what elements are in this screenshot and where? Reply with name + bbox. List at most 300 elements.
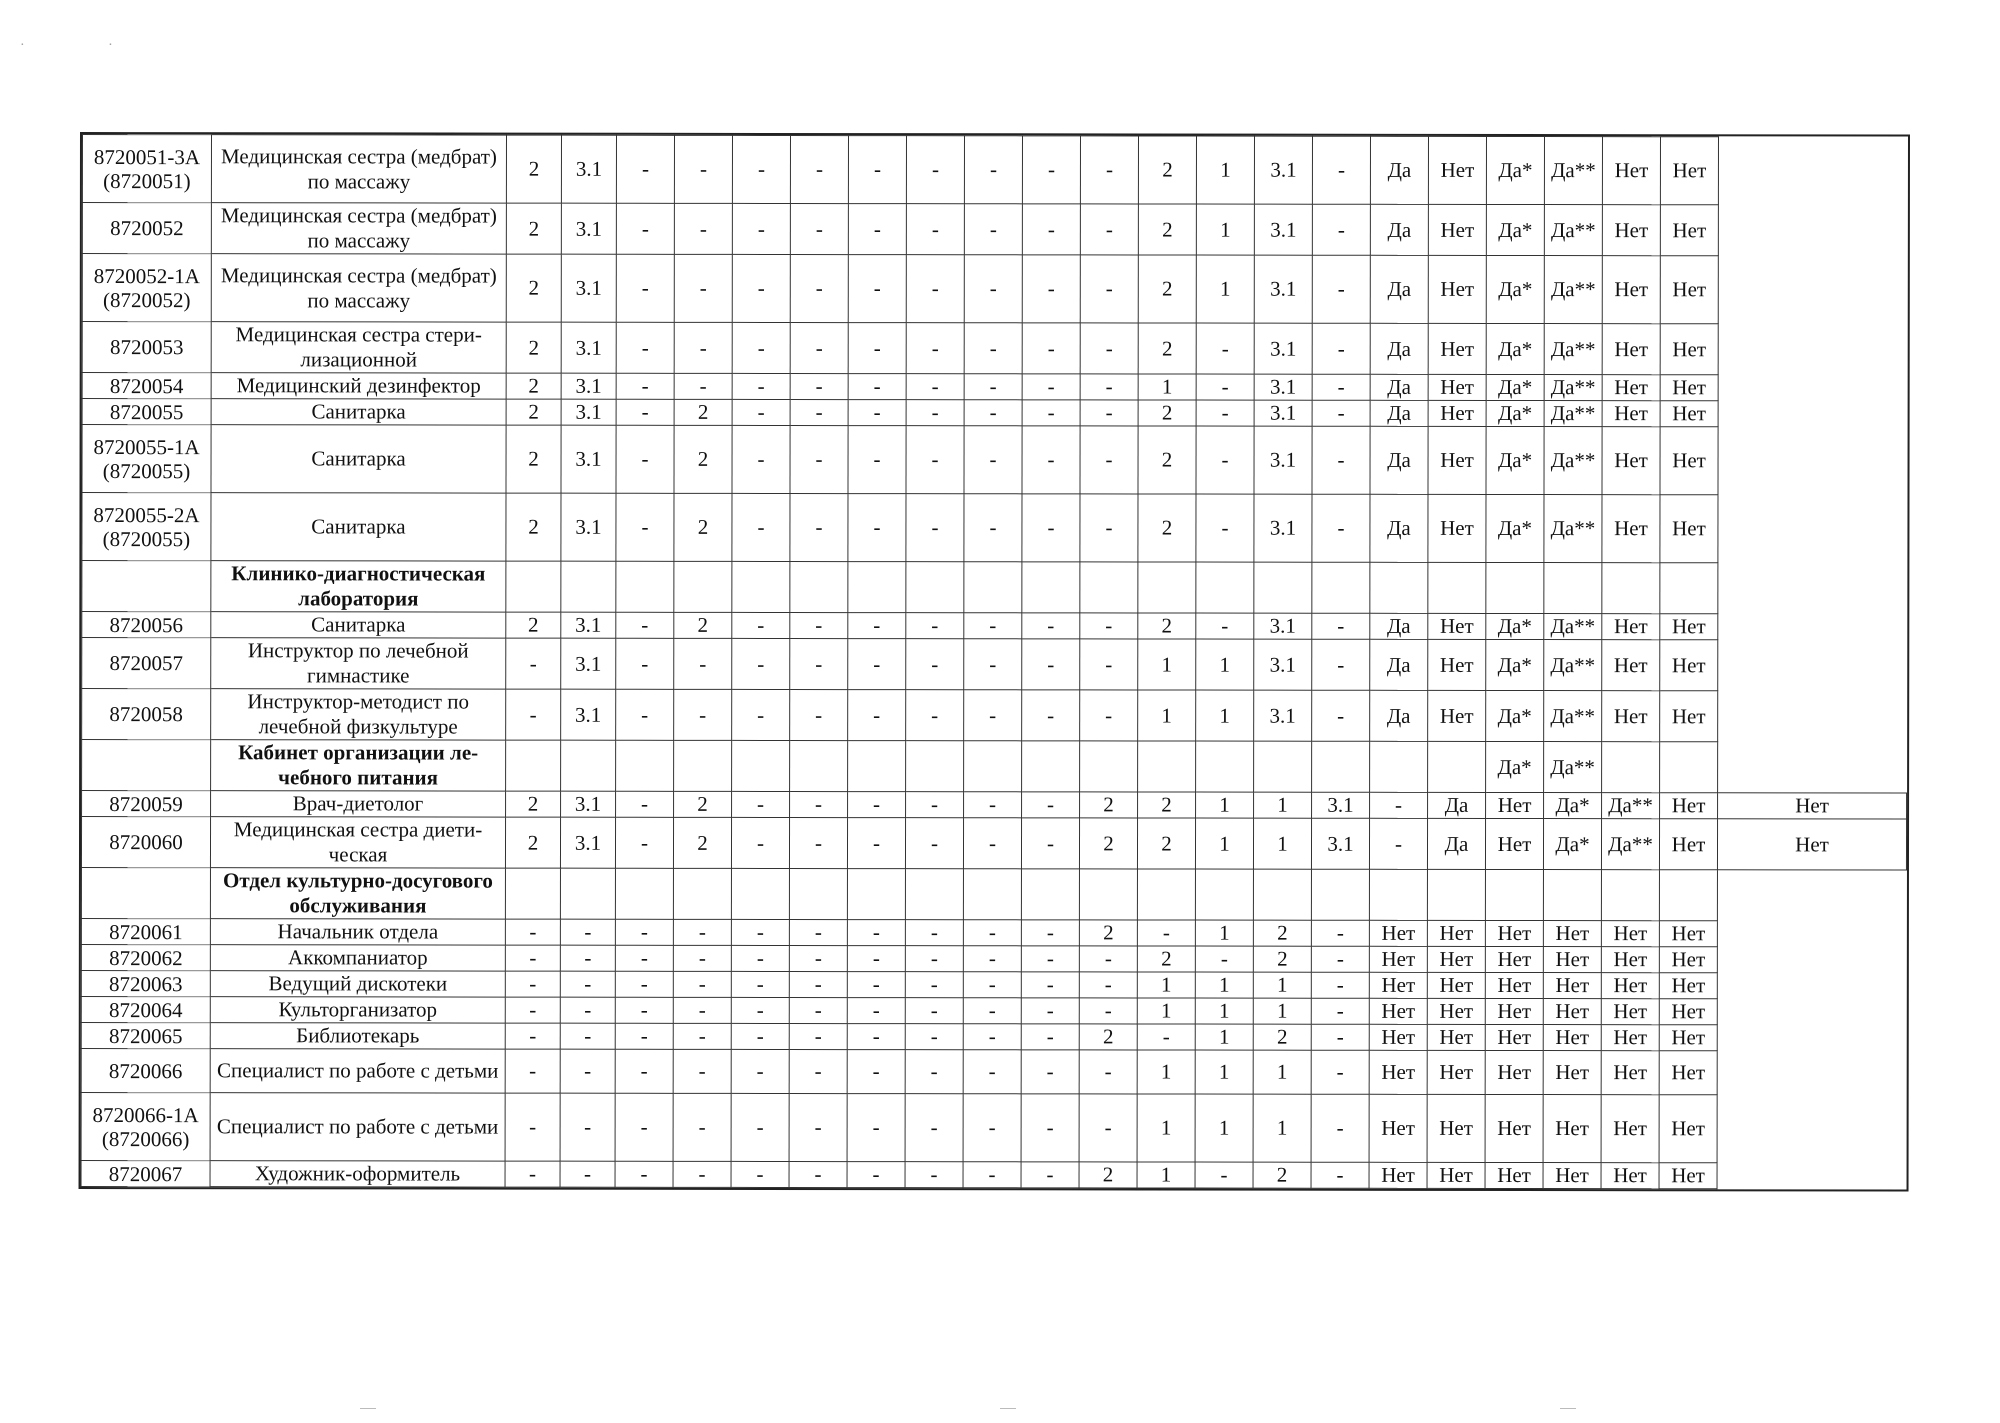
value-cell: - (1021, 946, 1079, 972)
value-cell: Да** (1544, 640, 1602, 691)
value-cell: - (906, 494, 964, 562)
value-cell: - (732, 689, 790, 740)
position-name-cell: Медицинский дезинфектор (211, 373, 506, 399)
value-cell: - (505, 1161, 560, 1187)
value-cell: - (1080, 426, 1138, 494)
value-cell: 3.1 (1254, 494, 1312, 562)
value-cell: - (674, 638, 732, 689)
value-cell: 3.1 (1254, 374, 1312, 400)
value-cell: Нет (1660, 691, 1718, 742)
value-cell: Да (1370, 255, 1428, 323)
value-cell: - (1080, 136, 1138, 204)
value-cell: - (1079, 946, 1137, 972)
value-cell: - (615, 1049, 673, 1093)
value-cell: 3.1 (1311, 818, 1369, 869)
value-cell: 3.1 (561, 373, 616, 399)
value-cell: - (905, 1024, 963, 1050)
value-cell: - (1080, 690, 1138, 741)
value-cell: - (905, 1162, 963, 1188)
value-cell: Нет (1427, 1094, 1485, 1162)
value-cell: 2 (1137, 946, 1195, 972)
value-cell: - (1196, 400, 1254, 426)
value-cell: 1 (1253, 972, 1311, 998)
value-cell: - (673, 1023, 731, 1049)
value-cell: Да (1370, 400, 1428, 426)
value-cell: Нет (1427, 1024, 1485, 1050)
value-cell: - (847, 1094, 905, 1162)
value-cell: Да (1370, 494, 1428, 562)
position-code-cell: 8720061 (81, 919, 210, 945)
value-cell: 2 (1079, 1162, 1137, 1188)
value-cell: - (505, 997, 560, 1023)
value-cell (1659, 870, 1717, 921)
value-cell: 3.1 (561, 425, 616, 493)
value-cell: - (673, 945, 731, 971)
value-cell: - (790, 791, 848, 817)
value-cell: - (1022, 639, 1080, 690)
value-cell: 1 (1195, 972, 1253, 998)
position-name-cell: Врач-диетолог (211, 791, 506, 817)
value-cell: - (1311, 920, 1369, 946)
value-cell (1311, 869, 1369, 920)
value-cell: - (674, 135, 732, 203)
value-cell: - (789, 1049, 847, 1093)
position-name-cell: Инструктор-методист по лечебной физкультуре (211, 689, 506, 740)
value-cell (732, 561, 790, 612)
value-cell: - (906, 255, 964, 323)
value-cell: 1 (1253, 998, 1311, 1024)
value-cell: - (1079, 998, 1137, 1024)
value-cell: - (731, 1023, 789, 1049)
value-cell: - (848, 374, 906, 400)
value-cell: Нет (1543, 921, 1601, 947)
value-cell: - (1311, 1162, 1369, 1188)
value-cell: 1 (1195, 818, 1253, 869)
value-cell: - (905, 818, 963, 869)
value-cell: - (906, 323, 964, 374)
value-cell: 2 (506, 135, 561, 203)
value-cell: 2 (1138, 400, 1196, 426)
value-cell: - (1312, 323, 1370, 374)
value-cell: - (1022, 204, 1080, 255)
value-cell: - (790, 203, 848, 254)
value-cell: 1 (1196, 792, 1254, 818)
value-cell: - (906, 374, 964, 400)
value-cell: - (906, 136, 964, 204)
value-cell: Да** (1544, 256, 1602, 324)
value-cell: Нет (1659, 947, 1717, 973)
value-cell: - (790, 612, 848, 638)
value-cell: - (1080, 494, 1138, 562)
value-cell: - (790, 689, 848, 740)
position-name-cell: Санитарка (211, 612, 506, 638)
value-cell: - (1311, 972, 1369, 998)
value-cell: 3.1 (1254, 323, 1312, 374)
value-cell: Да* (1486, 613, 1544, 639)
value-cell (1254, 562, 1312, 613)
value-cell: Нет (1601, 1095, 1659, 1163)
value-cell (1370, 741, 1428, 792)
value-cell: 3.1 (561, 791, 616, 817)
value-cell: - (1312, 613, 1370, 639)
value-cell: 3.1 (561, 203, 616, 254)
value-cell: - (847, 972, 905, 998)
position-code-cell: 8720066 (81, 1049, 210, 1093)
value-cell (1195, 869, 1253, 920)
value-cell: - (1312, 136, 1370, 204)
value-cell: 2 (1253, 946, 1311, 972)
value-cell: - (848, 400, 906, 426)
value-cell: Нет (1543, 973, 1601, 999)
value-cell: 3.1 (1254, 136, 1312, 204)
value-cell (906, 741, 964, 792)
value-cell: - (673, 971, 731, 997)
table-row (82, 135, 1907, 206)
value-cell: - (1021, 920, 1079, 946)
position-code-cell (82, 561, 211, 612)
value-cell (1601, 870, 1659, 921)
value-cell: 1 (1253, 1094, 1311, 1162)
value-cell: Нет (1660, 793, 1718, 819)
value-cell: - (1022, 426, 1080, 494)
value-cell: Нет (1659, 1095, 1717, 1163)
value-cell (1370, 562, 1428, 613)
position-name-cell: Медицинская сестра стери-лизационной (211, 322, 506, 373)
position-name-cell: Специалист по работе с детьми (210, 1049, 505, 1093)
value-cell: - (615, 971, 673, 997)
value-cell: - (673, 1049, 731, 1093)
value-cell: - (790, 322, 848, 373)
value-cell: Да (1428, 792, 1486, 818)
value-cell (506, 561, 561, 612)
value-cell (1602, 563, 1660, 614)
position-name-cell: Начальник отдела (210, 919, 505, 945)
value-cell: - (963, 1050, 1021, 1094)
value-cell: - (1311, 946, 1369, 972)
value-cell: - (964, 136, 1022, 204)
value-cell: Нет (1601, 947, 1659, 973)
table-row (82, 791, 1907, 820)
value-cell: - (1080, 374, 1138, 400)
value-cell: 3.1 (1254, 639, 1312, 690)
value-cell: Да** (1544, 375, 1602, 401)
value-cell: - (847, 1050, 905, 1094)
position-name-cell: Художник-оформитель (210, 1161, 505, 1187)
table-row (81, 945, 1906, 974)
value-cell: Да (1427, 818, 1485, 869)
value-cell: Да** (1602, 793, 1660, 819)
value-cell (505, 868, 560, 919)
value-cell: - (1080, 400, 1138, 426)
value-cell: - (848, 136, 906, 204)
value-cell: - (906, 690, 964, 741)
scan-bottom-edge (0, 1408, 2000, 1410)
value-cell: - (963, 998, 1021, 1024)
value-cell: - (847, 1162, 905, 1188)
value-cell: Нет (1659, 999, 1717, 1025)
value-cell: - (789, 1161, 847, 1187)
value-cell: - (905, 946, 963, 972)
value-cell: Нет (1369, 946, 1427, 972)
value-cell: - (1022, 400, 1080, 426)
value-cell: Да* (1486, 426, 1544, 494)
value-cell: Да** (1544, 742, 1602, 793)
value-cell: 1 (1195, 1094, 1253, 1162)
value-cell: Нет (1660, 401, 1718, 427)
value-cell: 2 (1138, 136, 1196, 204)
value-cell (616, 561, 674, 612)
value-cell: - (964, 400, 1022, 426)
value-cell: Нет (1602, 205, 1660, 256)
position-name-cell: Ведущий дискотеки (210, 971, 505, 997)
value-cell: - (1022, 136, 1080, 204)
value-cell: - (560, 1161, 615, 1187)
value-cell: Нет (1602, 375, 1660, 401)
value-cell: Нет (1717, 819, 1906, 870)
value-cell: Нет (1485, 998, 1543, 1024)
value-cell: Нет (1659, 973, 1717, 999)
value-cell (1312, 741, 1370, 792)
value-cell: - (1079, 972, 1137, 998)
value-cell: 1 (1196, 639, 1254, 690)
value-cell (1428, 741, 1486, 792)
value-cell: 1 (1195, 1050, 1253, 1094)
value-cell: Да* (1486, 204, 1544, 255)
value-cell: 2 (1138, 255, 1196, 323)
value-cell: Нет (1602, 401, 1660, 427)
value-cell: Нет (1369, 998, 1427, 1024)
value-cell: - (732, 425, 790, 493)
position-name-cell: Медицинская сестра (медбрат) по массажу (211, 254, 506, 322)
value-cell (1196, 741, 1254, 792)
value-cell: Нет (1428, 204, 1486, 255)
value-cell: - (674, 322, 732, 373)
value-cell: - (560, 1049, 615, 1093)
value-cell: - (1196, 494, 1254, 562)
value-cell: Нет (1428, 136, 1486, 204)
value-cell: - (1196, 426, 1254, 494)
value-cell: Нет (1602, 495, 1660, 563)
value-cell: 1 (1137, 972, 1195, 998)
value-cell: - (505, 945, 560, 971)
value-cell: Да* (1486, 400, 1544, 426)
table-row (81, 971, 1906, 1000)
section-title-cell: Клинико-диагностическая лаборатория (211, 561, 506, 612)
value-cell: - (963, 972, 1021, 998)
table-row (82, 689, 1907, 743)
value-cell: - (616, 791, 674, 817)
value-cell (732, 740, 790, 791)
value-cell (848, 562, 906, 613)
table-row (82, 638, 1907, 692)
value-cell: 3.1 (561, 254, 616, 322)
value-cell (847, 869, 905, 920)
value-cell (1138, 741, 1196, 792)
value-cell: - (790, 493, 848, 561)
table-row (82, 399, 1907, 428)
value-cell: Нет (1602, 691, 1660, 742)
value-cell: - (790, 399, 848, 425)
value-cell: 2 (1079, 818, 1137, 869)
value-cell (790, 561, 848, 612)
value-cell: Нет (1659, 1051, 1717, 1095)
position-code-cell: 8720059 (82, 791, 211, 817)
value-cell: Да* (1486, 255, 1544, 323)
table-row (81, 817, 1906, 871)
position-code-cell: 8720053 (82, 322, 211, 373)
value-cell: - (674, 689, 732, 740)
value-cell: 1 (1195, 998, 1253, 1024)
value-cell: - (847, 920, 905, 946)
value-cell (673, 868, 731, 919)
position-code-cell: 8720054 (82, 373, 211, 399)
value-cell: 2 (674, 791, 732, 817)
value-cell: Да (1370, 204, 1428, 255)
value-cell: Да* (1486, 136, 1544, 204)
table-row (81, 997, 1906, 1026)
position-name-cell: Специалист по работе с детьми (210, 1093, 505, 1161)
value-cell (1137, 869, 1195, 920)
value-cell: 3.1 (561, 612, 616, 638)
value-cell: Нет (1485, 946, 1543, 972)
value-cell: Нет (1660, 427, 1718, 495)
table-row (82, 322, 1907, 376)
value-cell: Да (1370, 613, 1428, 639)
working-conditions-table (81, 134, 1908, 1190)
value-cell: - (505, 1023, 560, 1049)
value-cell: - (1080, 323, 1138, 374)
value-cell: Нет (1659, 1163, 1717, 1189)
position-code-cell: 8720055-2А (8720055) (82, 493, 211, 561)
value-cell: - (1195, 1162, 1253, 1188)
value-cell: Нет (1601, 999, 1659, 1025)
value-cell: Нет (1369, 972, 1427, 998)
value-cell: Нет (1369, 920, 1427, 946)
value-cell: 1 (1137, 998, 1195, 1024)
value-cell: - (560, 919, 615, 945)
value-cell: - (1021, 998, 1079, 1024)
value-cell: Да (1370, 690, 1428, 741)
value-cell: - (505, 971, 560, 997)
value-cell: - (732, 638, 790, 689)
value-cell: Нет (1660, 205, 1718, 256)
value-cell: Нет (1601, 921, 1659, 947)
value-cell: 1 (1138, 639, 1196, 690)
value-cell: - (731, 1093, 789, 1161)
value-cell (1022, 562, 1080, 613)
value-cell (1080, 741, 1138, 792)
value-cell: 3.1 (1254, 690, 1312, 741)
value-cell: Нет (1369, 1094, 1427, 1162)
position-name-cell: Аккомпаниатор (210, 945, 505, 971)
value-cell: Нет (1485, 818, 1543, 869)
value-cell: - (616, 135, 674, 203)
value-cell: Нет (1427, 998, 1485, 1024)
value-cell (1254, 741, 1312, 792)
value-cell: 1 (1196, 136, 1254, 204)
value-cell: Нет (1659, 921, 1717, 947)
table-row (82, 425, 1907, 496)
table-row (81, 1161, 1906, 1190)
value-cell: - (731, 919, 789, 945)
value-cell: 2 (1138, 792, 1196, 818)
table-row (81, 1049, 1906, 1096)
value-cell: 2 (506, 373, 561, 399)
position-code-cell: 8720067 (81, 1161, 210, 1187)
value-cell: Да** (1544, 614, 1602, 640)
value-cell: - (1312, 494, 1370, 562)
value-cell: Нет (1427, 920, 1485, 946)
value-cell: - (560, 945, 615, 971)
value-cell: 1 (1137, 1162, 1195, 1188)
position-code-cell: 8720066-1А (8720066) (81, 1093, 210, 1161)
table-row (81, 919, 1906, 948)
table-row (82, 612, 1907, 641)
value-cell: 1 (1196, 255, 1254, 323)
table-row (81, 1023, 1906, 1052)
value-cell (616, 740, 674, 791)
value-cell: Нет (1428, 639, 1486, 690)
value-cell: - (1022, 374, 1080, 400)
value-cell: - (790, 425, 848, 493)
section-header-row (82, 561, 1907, 615)
position-code-cell: 8720051-3А (8720051) (82, 135, 211, 203)
value-cell: - (506, 689, 561, 740)
value-cell: - (1196, 374, 1254, 400)
scan-specks: · · (20, 38, 153, 53)
value-cell: Нет (1602, 256, 1660, 324)
value-cell: - (732, 322, 790, 373)
value-cell: Нет (1601, 1025, 1659, 1051)
value-cell: - (674, 373, 732, 399)
value-cell (905, 869, 963, 920)
value-cell: Нет (1428, 494, 1486, 562)
position-code-cell: 8720057 (82, 638, 211, 689)
position-name-cell: Санитарка (211, 493, 506, 561)
value-cell (1138, 562, 1196, 613)
value-cell: Нет (1369, 1050, 1427, 1094)
value-cell: - (732, 791, 790, 817)
value-cell: - (1369, 818, 1427, 869)
value-cell: - (789, 997, 847, 1023)
value-cell: 2 (1253, 1024, 1311, 1050)
value-cell: - (560, 971, 615, 997)
table-row (82, 203, 1907, 257)
position-name-cell: Санитарка (211, 425, 506, 493)
value-cell: - (847, 946, 905, 972)
value-cell: Нет (1718, 793, 1907, 819)
value-cell: Нет (1543, 1095, 1601, 1163)
value-cell: Нет (1428, 400, 1486, 426)
value-cell: 2 (1253, 920, 1311, 946)
value-cell: - (1021, 1162, 1079, 1188)
value-cell: - (963, 1024, 1021, 1050)
value-cell: - (964, 639, 1022, 690)
value-cell: - (848, 255, 906, 323)
value-cell: - (616, 493, 674, 561)
value-cell: Нет (1660, 256, 1718, 324)
value-cell: Да** (1544, 137, 1602, 205)
value-cell: - (732, 203, 790, 254)
value-cell: - (789, 919, 847, 945)
value-cell: 2 (674, 399, 732, 425)
value-cell: - (615, 945, 673, 971)
value-cell: - (615, 1093, 673, 1161)
position-code-cell (81, 868, 210, 919)
value-cell (561, 561, 616, 612)
value-cell: - (731, 945, 789, 971)
value-cell: - (731, 1161, 789, 1187)
